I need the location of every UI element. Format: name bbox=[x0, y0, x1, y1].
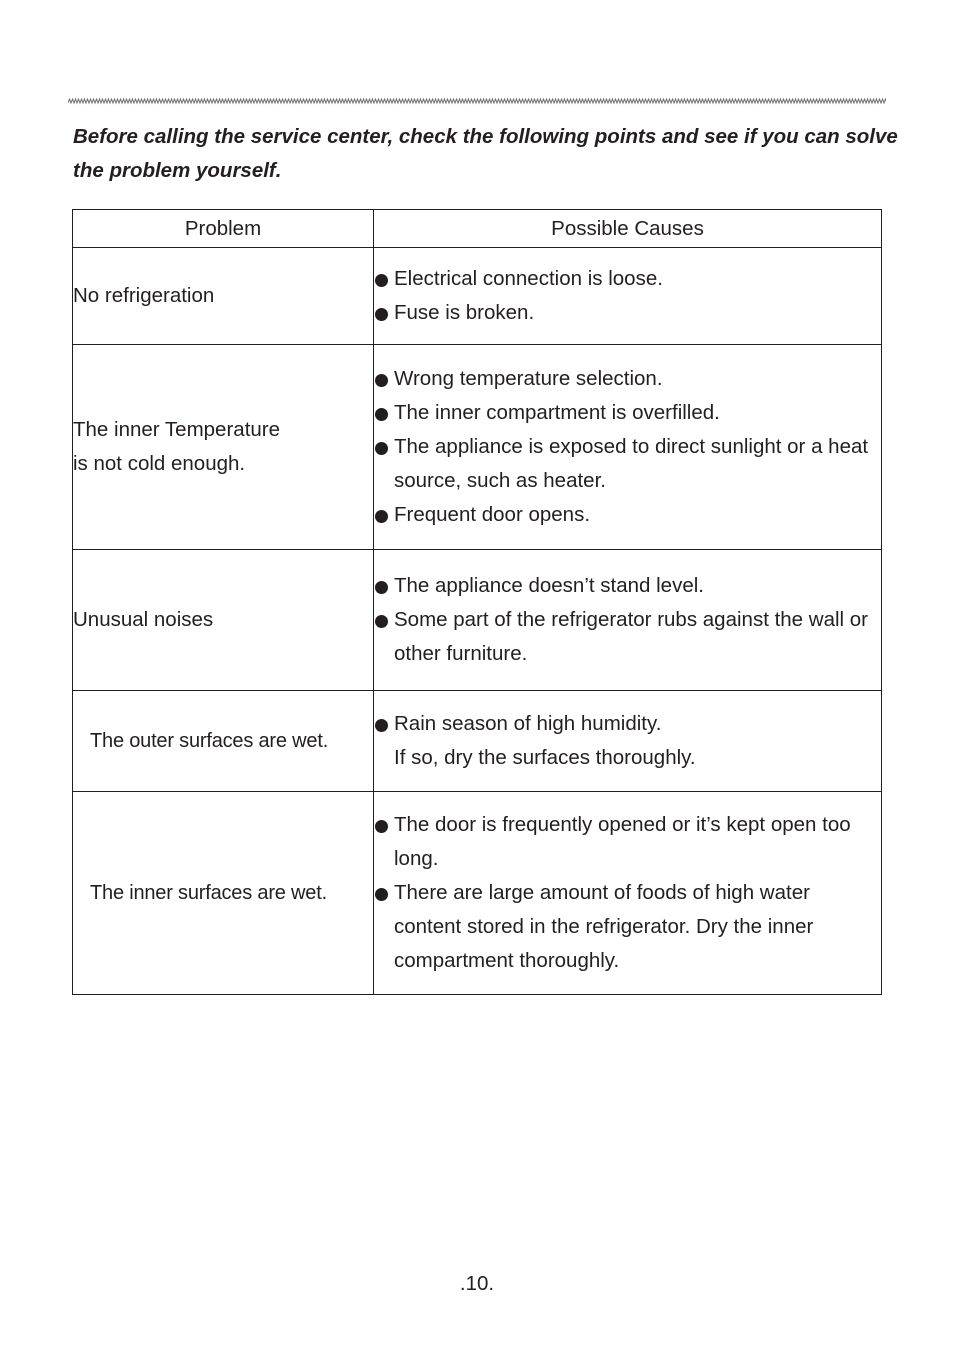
bullet-icon bbox=[375, 274, 388, 287]
troubleshooting-table bbox=[72, 209, 882, 995]
table-header-row bbox=[73, 210, 882, 248]
cause-text: Electrical connection is loose. bbox=[394, 267, 663, 290]
causes-cell bbox=[374, 691, 882, 792]
cause-text: Fuse is broken. bbox=[394, 301, 535, 324]
header-possible-causes: Possible Causes bbox=[374, 210, 882, 248]
cause-text: Rain season of high humidity. bbox=[394, 712, 662, 735]
cause-text: Some part of the refrigerator rubs against the wall or other furniture. bbox=[394, 608, 869, 665]
problem-cell: No refrigeration bbox=[73, 248, 374, 345]
cause-text: Frequent door opens. bbox=[394, 503, 591, 526]
causes-cell bbox=[374, 792, 882, 995]
cause-item bbox=[374, 707, 881, 741]
bullet-icon bbox=[375, 510, 388, 523]
cause-text: Wrong temperature selection. bbox=[394, 367, 663, 390]
decorative-divider bbox=[68, 96, 886, 106]
bullet-icon bbox=[375, 820, 388, 833]
cause-text: The appliance doesn’t stand level. bbox=[394, 574, 704, 597]
cause-text: The door is frequently opened or it’s kept open too long. bbox=[394, 813, 851, 870]
bullet-icon bbox=[375, 581, 388, 594]
causes-cell bbox=[374, 345, 882, 550]
cause-item bbox=[374, 362, 881, 396]
cause-item bbox=[374, 603, 881, 671]
problem-cell bbox=[73, 345, 374, 550]
cause-note bbox=[374, 741, 881, 775]
cause-text: There are large amount of foods of high water content stored in the refrigerator. Dry the inner compartment thoroughly. bbox=[394, 881, 814, 972]
cause-item bbox=[374, 430, 881, 498]
problem-line: is not cold enough. bbox=[73, 452, 246, 475]
cause-text: The inner compartment is overfilled. bbox=[394, 401, 720, 424]
causes-cell bbox=[374, 550, 882, 691]
bullet-icon bbox=[375, 615, 388, 628]
table-row bbox=[73, 550, 882, 691]
problem-line: The inner Temperature bbox=[73, 418, 281, 441]
cause-item bbox=[374, 808, 881, 876]
table-row bbox=[73, 248, 882, 345]
bullet-icon bbox=[375, 374, 388, 387]
bullet-icon bbox=[375, 888, 388, 901]
bullet-icon bbox=[375, 719, 388, 732]
causes-cell bbox=[374, 248, 882, 345]
cause-item bbox=[374, 569, 881, 603]
cause-item bbox=[374, 396, 881, 430]
problem-cell: The outer surfaces are wet. bbox=[73, 691, 374, 792]
bullet-icon bbox=[375, 308, 388, 321]
cause-item bbox=[374, 498, 881, 532]
cause-text: The appliance is exposed to direct sunlight or a heat source, such as heater. bbox=[394, 435, 869, 492]
cause-note-text: If so, dry the surfaces thoroughly. bbox=[394, 746, 696, 769]
cause-item bbox=[374, 876, 881, 978]
problem-cell: The inner surfaces are wet. bbox=[73, 792, 374, 995]
cause-item bbox=[374, 296, 881, 330]
page-number: .10. bbox=[459, 1272, 495, 1295]
header-problem: Problem bbox=[73, 210, 374, 248]
table-row bbox=[73, 345, 882, 550]
problem-cell: Unusual noises bbox=[73, 550, 374, 691]
intro-text: Before calling the service center, check the following points and see if you can solve the problem yourself. bbox=[73, 125, 898, 182]
bullet-icon bbox=[375, 442, 388, 455]
bullet-icon bbox=[375, 408, 388, 421]
table-row bbox=[73, 691, 882, 792]
table-row bbox=[73, 792, 882, 995]
cause-item bbox=[374, 262, 881, 296]
